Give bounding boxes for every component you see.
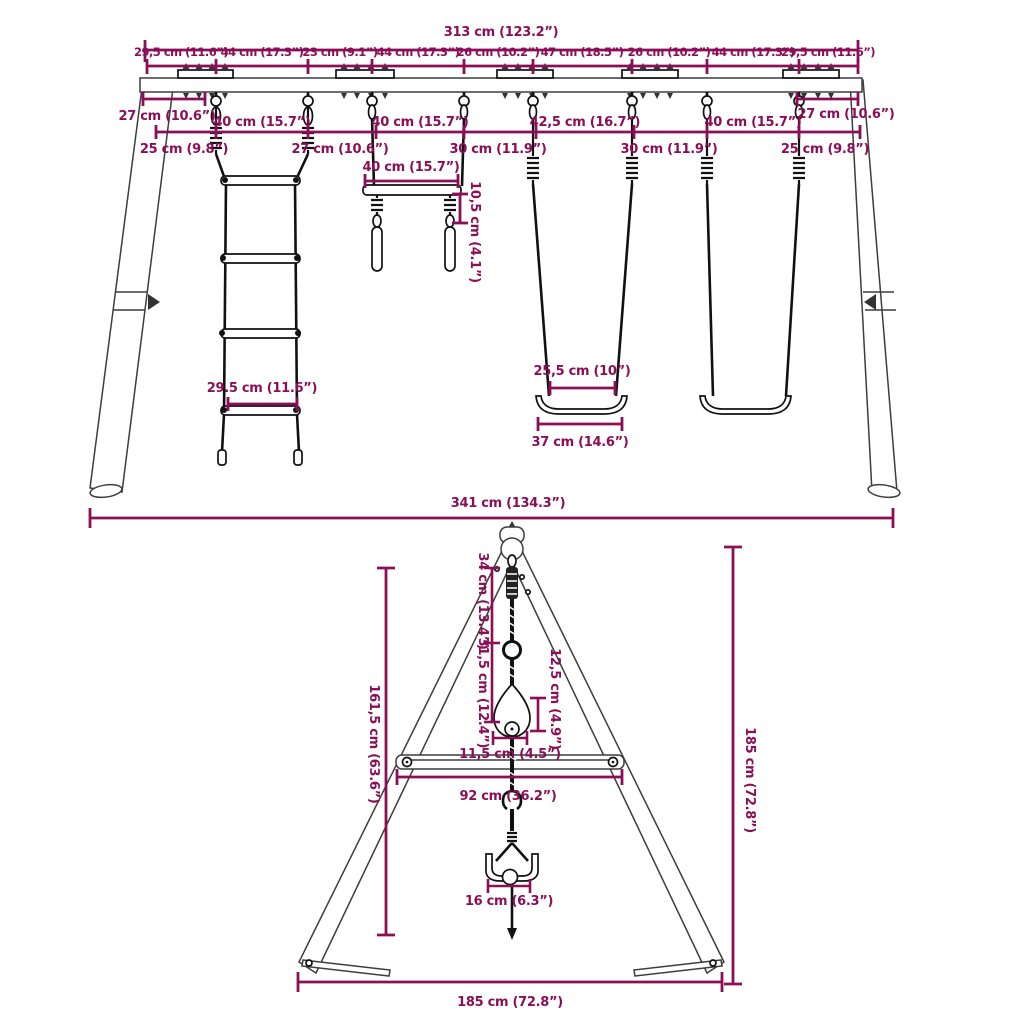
dim-hanger-gap: 25 cm (9.8”)	[780, 142, 870, 157]
dim-hanger-width: 40 cm (15.7”)	[213, 115, 311, 130]
dim-seat-width: 16 cm (6.3”)	[464, 894, 554, 909]
top-beam	[140, 78, 862, 92]
dim-rings-drop: 10,5 cm (4.1”)	[467, 181, 482, 283]
dim-segment: 29,5 cm (11.6”)	[780, 45, 876, 59]
dim-hanger-width: 42,5 cm (16.7”)	[529, 115, 641, 130]
leg-clamp-icon	[148, 294, 160, 310]
dim-segment: 44 cm (17.3”)	[220, 45, 304, 59]
dim-crossbar-length: 92 cm (36.2”)	[459, 789, 557, 804]
dim-segment: 23 cm (9.1”)	[302, 45, 378, 59]
dim-delta-height: 12,5 cm (4.9”)	[547, 648, 562, 750]
dim-overall-width: 313 cm (123.2”)	[443, 25, 559, 40]
dim-base-width: 341 cm (134.3”)	[450, 496, 566, 511]
dim-segment: 47 cm (18.5”)	[540, 45, 624, 59]
dim-ladder-rung-width: 29.5 cm (11.6”)	[206, 381, 318, 396]
rope-end	[507, 928, 517, 940]
dim-hanger-gap: 30 cm (11.9”)	[449, 142, 547, 157]
dim-delta-width: 11,5 cm (4.5”)	[459, 747, 561, 762]
dim-hanger-width: 40 cm (15.7”)	[371, 115, 469, 130]
dim-segment: 44 cm (17.3”)	[711, 45, 795, 59]
rope-ladder	[210, 107, 314, 465]
swing-seat	[700, 396, 791, 414]
ring-connector	[504, 642, 521, 659]
dim-right-offset: 27 cm (10.6”)	[797, 107, 895, 122]
dim-hanger-gap: 25 cm (9.8”)	[139, 142, 229, 157]
dim-base-depth: 185 cm (72.8”)	[457, 995, 563, 1010]
dim-swing-rope-spacing: 25,5 cm (10”)	[533, 364, 631, 379]
dim-hanger-gap: 27 cm (10.6”)	[291, 142, 389, 157]
side-view	[298, 521, 757, 1010]
dim-rings-bar-width: 40 cm (15.7”)	[362, 160, 460, 175]
dim-segment: 26 cm (10.2”)	[456, 45, 540, 59]
dim-ring-to-delta: 31,5 cm (12.4”)	[475, 637, 490, 749]
dim-swing-seat-width: 37 cm (14.6”)	[531, 435, 629, 450]
dim-apex-to-ring: 34 cm (13.4”)	[475, 552, 490, 650]
dim-segment: 26 cm (10.2”)	[627, 45, 711, 59]
swing-seat	[536, 396, 627, 414]
dim-segment: 44 cm (17.3”)	[376, 45, 460, 59]
dim-hanger-gap: 30 cm (11.9”)	[620, 142, 718, 157]
dim-hanger-width: 40 cm (15.7”)	[704, 115, 802, 130]
ring-left	[372, 227, 382, 271]
rings-bar	[363, 185, 461, 195]
ground-anchor-left	[302, 960, 390, 976]
ring-right	[445, 227, 455, 271]
dim-left-offset: 27 cm (10.6”)	[118, 109, 216, 124]
beam-hooks	[211, 92, 804, 106]
ground-anchor-right	[634, 960, 722, 976]
side-view-dimensions	[298, 547, 757, 1010]
dim-height-right: 185 cm (72.8”)	[742, 727, 757, 833]
dim-height-left: 161,5 cm (63.6”)	[366, 684, 381, 804]
front-view	[89, 25, 900, 528]
dim-segment: 29,5 cm (11.6”)	[133, 45, 229, 59]
